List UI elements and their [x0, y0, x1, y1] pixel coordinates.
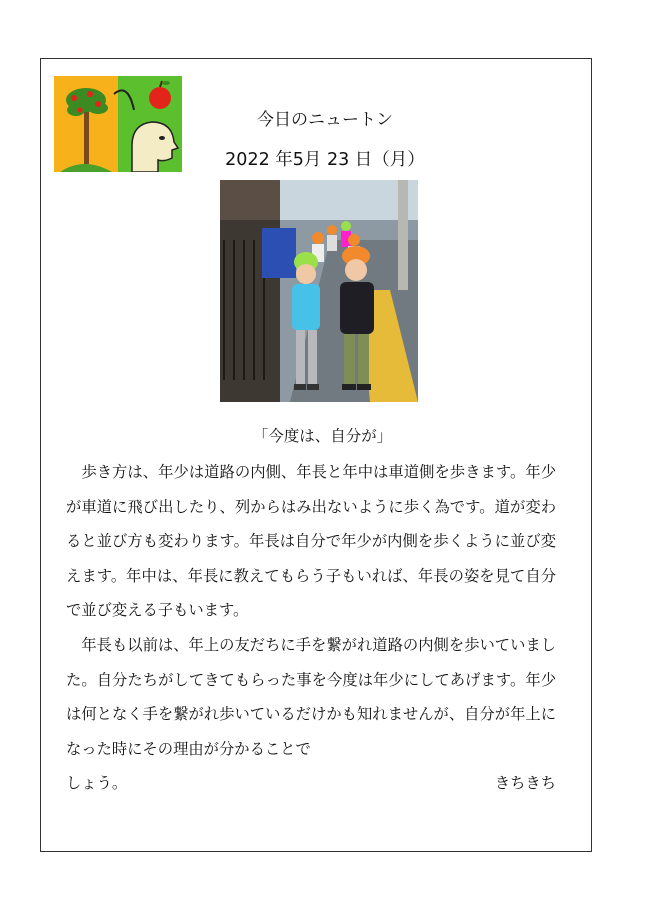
newton-apple-tree-logo: [54, 76, 182, 172]
article-paragraph: 年長も以前は、年上の友だちに手を繋がれ道路の内側を歩いていました。自分たちがしてきてもらった事を今度は年少にしてあげます。年少は何となく手を繋がれ歩いているだけかも知れませんが、自分が年上になった時にその理由が分かることで: [66, 635, 556, 758]
article-paragraph: 歩き方は、年少は道路の内側、年長と年中は車道側を歩きます。年少が車道に飛び出したり、列からはみ出ないように歩く為です。道が変わると並び方も変わります。年長は自分で年少が内側を歩くように並び変えます。年中は、年長に教えてもらう子もいれば、年長の姿を見て自分で並び変える子もいます。: [66, 463, 556, 620]
page-date: 2022 年5月 23 日（月）: [225, 150, 425, 170]
children-walking-photo: [220, 180, 418, 402]
closing-line: [66, 766, 556, 801]
page-title: 今日のニュートン: [257, 110, 393, 130]
article-body: [66, 455, 556, 801]
article-heading: 「今度は、自分が」: [252, 427, 393, 445]
author-signature: きちきち: [494, 774, 556, 793]
article-paragraph-end: しょう。: [66, 774, 128, 793]
